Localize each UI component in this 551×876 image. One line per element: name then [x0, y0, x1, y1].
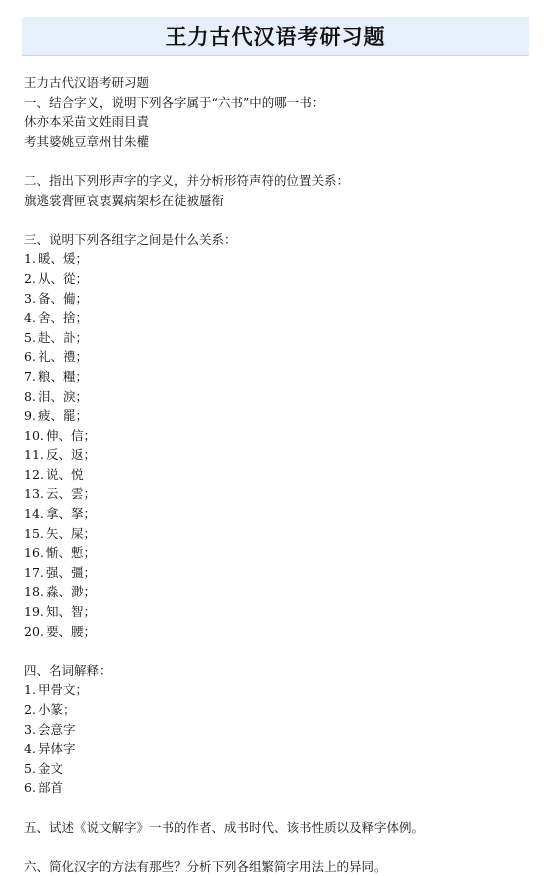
list-item-text: 拿、拏； [46, 506, 97, 522]
list-item [24, 543, 534, 563]
list-item [24, 720, 534, 740]
list-item-text: 会意字 [38, 721, 76, 737]
list-item-text: 矢、屎； [46, 525, 97, 541]
list-item-number: 6. [24, 780, 36, 796]
list-item-number: 6. [24, 349, 36, 365]
list-item-number: 20. [24, 623, 44, 639]
list-item [24, 387, 534, 407]
list-item-number: 1. [24, 682, 36, 698]
section1-chars-line1: 休亦本采苗文姓雨目責 [24, 114, 150, 130]
document-body [24, 73, 534, 876]
list-item-number: 4. [24, 741, 36, 757]
list-item [24, 328, 534, 348]
list-item-text: 反、返； [46, 447, 97, 463]
list-item-text: 部首 [38, 780, 64, 796]
list-item-number: 3. [24, 290, 36, 306]
list-item-text: 粮、糧； [38, 368, 89, 384]
list-item [24, 504, 534, 524]
list-item-number: 14. [24, 506, 44, 522]
list-item [24, 347, 534, 367]
list-item-text: 金文 [38, 760, 64, 776]
section3-prompt: 三、说明下列各组字之间是什么关系： [24, 231, 237, 247]
list-item [24, 406, 534, 426]
list-item-text: 疲、罷； [38, 408, 89, 424]
list-item-number: 10. [24, 427, 44, 443]
list-item [24, 582, 534, 602]
list-item [24, 680, 534, 700]
list-item-number: 7. [24, 368, 36, 384]
list-item-number: 4. [24, 310, 36, 326]
list-item-number: 13. [24, 486, 44, 502]
list-item-text: 强、彊； [46, 564, 97, 580]
list-item [24, 445, 534, 465]
list-item [24, 308, 534, 328]
list-item-number: 3. [24, 721, 36, 737]
list-item-number: 17. [24, 564, 44, 580]
section2-chars-line1: 旗逃裳膏匣哀衷翼病架杉在徒被蜃衔 [24, 192, 225, 208]
list-item [24, 289, 534, 309]
list-item [24, 759, 534, 779]
list-item-text: 从、從； [38, 270, 89, 286]
list-item [24, 426, 534, 446]
list-item [24, 465, 534, 485]
list-item [24, 700, 534, 720]
list-item-number: 19. [24, 604, 44, 620]
list-item-number: 5. [24, 760, 36, 776]
subtitle: 王力古代汉语考研习题 [24, 75, 150, 90]
list-item-text: 异体字 [38, 741, 76, 757]
list-item-number: 8. [24, 388, 36, 404]
list-item-number: 5. [24, 329, 36, 345]
list-item-number: 16. [24, 545, 44, 561]
list-item [24, 778, 534, 798]
list-item [24, 524, 534, 544]
list-item-text: 小篆； [38, 702, 76, 717]
section5-prompt: 五、试述《说文解字》一书的作者、成书时代、该书性质以及释字体例。 [24, 819, 425, 835]
section2-prompt: 二、指出下列形声字的字义，并分析形符声符的位置关系： [24, 172, 350, 188]
list-item-text: 惭、慙； [46, 545, 97, 561]
list-item-text: 甲骨文； [38, 682, 89, 698]
list-item-text: 礼、禮； [38, 349, 89, 365]
list-item [24, 249, 534, 269]
list-item-number: 18. [24, 584, 44, 600]
list-item-text: 云、雲； [46, 486, 97, 502]
page-title: 王力古代汉语考研习题 [165, 24, 386, 49]
list-item [24, 602, 534, 622]
list-item-text: 知、智； [46, 604, 97, 620]
list-item-number: 2. [24, 270, 36, 286]
list-item-number: 11. [24, 447, 44, 463]
list-item-text: 赴、訃； [38, 329, 89, 345]
list-item [24, 484, 534, 504]
list-item-text: 备、僃； [38, 290, 89, 306]
list-item-text: 舍、捨； [38, 310, 89, 326]
list-item-text: 说、悦 [46, 466, 84, 482]
list-item-number: 15. [24, 525, 44, 541]
list-item [24, 622, 534, 642]
list-item-text: 要、腰； [46, 623, 97, 639]
list-item-text: 伸、信； [46, 427, 97, 443]
list-item-number: 12. [24, 466, 44, 482]
list-item-text: 泪、淚； [38, 388, 89, 404]
section1-chars-line2: 考其婆姚豆章州甘朱權 [24, 133, 150, 149]
section1-prompt: 一、结合字义，说明下列各字属于“六书”中的哪一书： [24, 94, 325, 110]
list-item-number: 1. [24, 251, 36, 267]
section6-prompt: 六、简化汉字的方法有那些？分析下列各组繁简字用法上的异同。 [24, 858, 387, 874]
section4-prompt: 四、名词解释： [24, 662, 112, 678]
list-item [24, 739, 534, 759]
section4-list [24, 680, 534, 798]
title-banner [22, 17, 529, 56]
list-item [24, 367, 534, 387]
list-item-number: 2. [24, 702, 36, 717]
list-item [24, 563, 534, 583]
list-item-text: 淼、渺； [46, 584, 97, 600]
list-item-text: 暖、煖； [38, 251, 89, 267]
section3-list [24, 249, 534, 641]
list-item-number: 9. [24, 408, 36, 424]
list-item [24, 269, 534, 289]
